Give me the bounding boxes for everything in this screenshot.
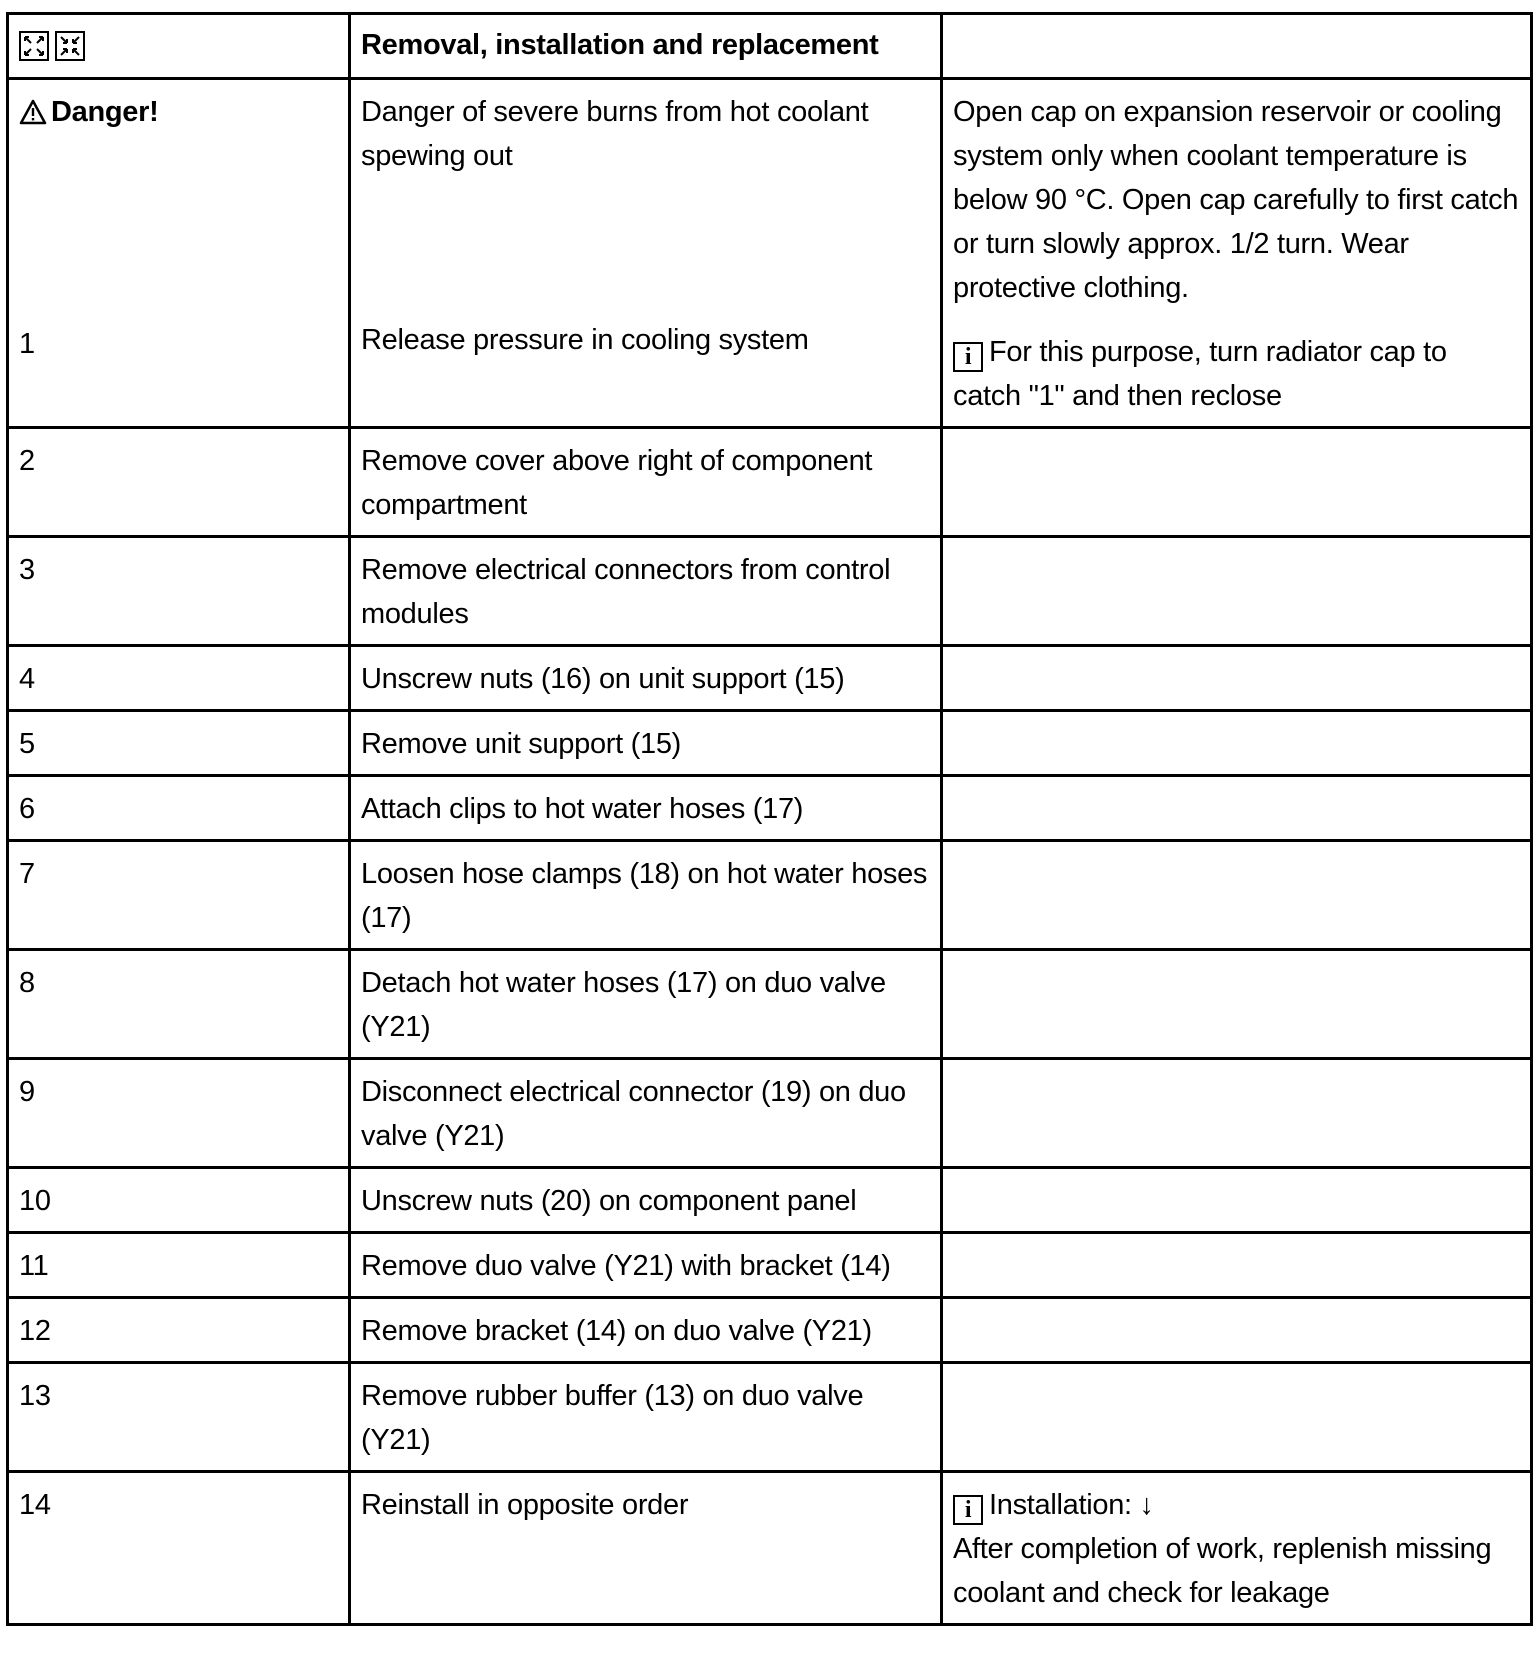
- step-number: 14: [8, 1472, 350, 1625]
- step-action: Remove cover above right of component compartment: [350, 428, 942, 537]
- danger-step-cell: [8, 79, 350, 428]
- step-note: [942, 1363, 1532, 1472]
- info-icon: i: [953, 342, 983, 372]
- danger-hazard: Danger of severe burns from hot coolant spewing out: [361, 96, 869, 172]
- step-note: [942, 1233, 1532, 1298]
- step-action: Attach clips to hot water hoses (17): [350, 776, 942, 841]
- step-number: 6: [8, 776, 350, 841]
- step-row: [8, 428, 1532, 537]
- step-action: Release pressure in cooling system: [361, 324, 809, 356]
- step-row: [8, 841, 1532, 950]
- step-action: Disconnect electrical connector (19) on duo valve (Y21): [350, 1059, 942, 1168]
- step-note: [942, 776, 1532, 841]
- warning-triangle-icon: [19, 94, 47, 138]
- step-number: 2: [8, 428, 350, 537]
- step-number: 12: [8, 1298, 350, 1363]
- remove-icon: [19, 31, 49, 61]
- step-row: [8, 1298, 1532, 1363]
- step-number: 8: [8, 950, 350, 1059]
- header-title: Removal, installation and replacement: [350, 14, 942, 79]
- step-note: [942, 841, 1532, 950]
- step-note: [942, 537, 1532, 646]
- step-note: [942, 428, 1532, 537]
- danger-step-1-row: [8, 79, 1532, 428]
- step-row: [8, 1472, 1532, 1625]
- step-row: [8, 537, 1532, 646]
- step-row: [8, 950, 1532, 1059]
- step-action: Remove duo valve (Y21) with bracket (14): [350, 1233, 942, 1298]
- step-row: [8, 1363, 1532, 1472]
- install-icon: [55, 31, 85, 61]
- step-action: Reinstall in opposite order: [350, 1472, 942, 1625]
- step-number: 9: [8, 1059, 350, 1168]
- step-note-text: For this purpose, turn radiator cap to catch "1" and then reclose: [953, 336, 1447, 412]
- step-number: 7: [8, 841, 350, 950]
- step-row: [8, 1168, 1532, 1233]
- step-note: [942, 1168, 1532, 1233]
- header-note-cell: [942, 14, 1532, 79]
- step-action: Loosen hose clamps (18) on hot water hoses (17): [350, 841, 942, 950]
- danger-label: Danger!: [51, 96, 159, 128]
- step-action: Unscrew nuts (16) on unit support (15): [350, 646, 942, 711]
- step-row: [8, 776, 1532, 841]
- danger-action-cell: [350, 79, 942, 428]
- step-number: 5: [8, 711, 350, 776]
- step-action: Remove electrical connectors from control modules: [350, 537, 942, 646]
- step-note-text: After completion of work, replenish missing coolant and check for leakage: [953, 1533, 1492, 1609]
- step-action: Unscrew nuts (20) on component panel: [350, 1168, 942, 1233]
- step-action: Remove rubber buffer (13) on duo valve (Y21): [350, 1363, 942, 1472]
- danger-note-cell: [942, 79, 1532, 428]
- step-number: 13: [8, 1363, 350, 1472]
- step-note: [942, 711, 1532, 776]
- step-note: [942, 646, 1532, 711]
- step-note: [942, 1298, 1532, 1363]
- step-row: [8, 1233, 1532, 1298]
- step-action: Remove unit support (15): [350, 711, 942, 776]
- step-number: 1: [19, 328, 35, 360]
- step-number: 11: [8, 1233, 350, 1298]
- step-note: [942, 1059, 1532, 1168]
- header-row: [8, 14, 1532, 79]
- step-number: 10: [8, 1168, 350, 1233]
- step-number: 3: [8, 537, 350, 646]
- info-icon: i: [953, 1495, 983, 1525]
- step-action: Detach hot water hoses (17) on duo valve (Y21): [350, 950, 942, 1059]
- step-row: [8, 711, 1532, 776]
- header-symbols-cell: [8, 14, 350, 79]
- installation-label: Installation: ↓: [989, 1489, 1154, 1521]
- procedure-table: [6, 12, 1533, 1626]
- danger-precaution: Open cap on expansion reservoir or cooling system only when coolant temperature is below 90 °C. Open cap carefully to first catch or turn slowly approx. 1/2 turn. Wear protective clothing.: [953, 96, 1519, 304]
- step-action: Remove bracket (14) on duo valve (Y21): [350, 1298, 942, 1363]
- step-note: [953, 330, 1520, 418]
- step-note: [942, 950, 1532, 1059]
- step-row: [8, 646, 1532, 711]
- step-row: [8, 1059, 1532, 1168]
- step-note: [942, 1472, 1532, 1625]
- step-number: 4: [8, 646, 350, 711]
